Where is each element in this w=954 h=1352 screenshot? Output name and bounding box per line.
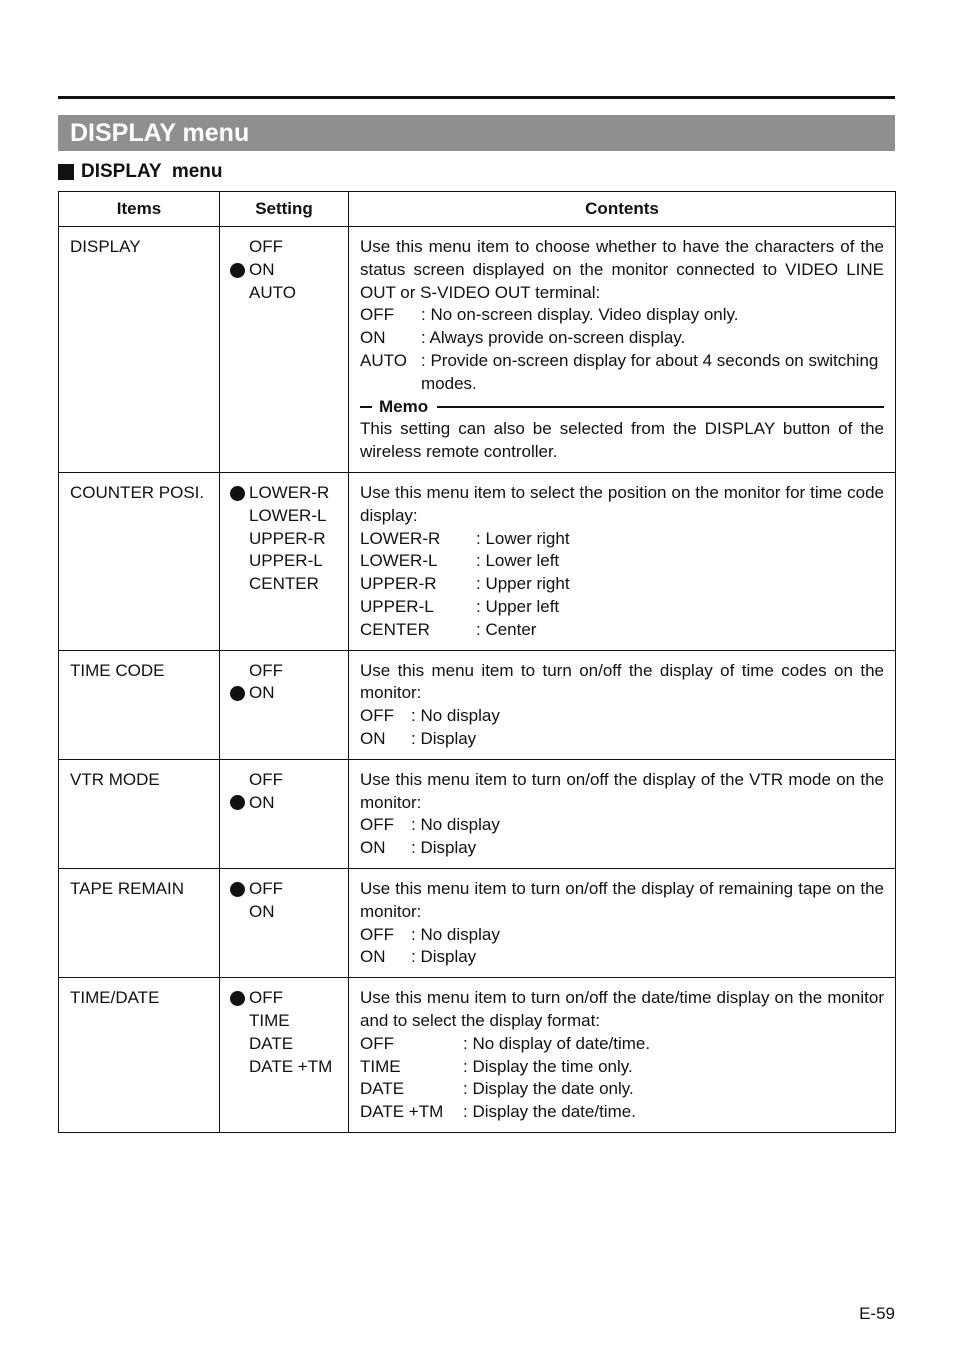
setting-label: ON — [249, 792, 275, 812]
setting-label: ON — [249, 901, 275, 921]
setting-label: DATE — [249, 1033, 294, 1053]
setting-option — [230, 878, 344, 901]
setting-option — [230, 505, 344, 528]
setting-label: ON — [249, 259, 275, 279]
setting-cell — [220, 227, 349, 473]
description-text: Use this menu item to turn on/off the display of the VTR mode on the monitor: — [360, 769, 884, 812]
option-meaning: : Display — [411, 728, 477, 748]
option-meaning: : Provide on-screen display for about 4 seconds on switching modes. — [421, 350, 879, 393]
square-bullet-icon — [58, 164, 74, 180]
option-definition — [360, 1033, 884, 1056]
setting-option — [230, 1056, 344, 1079]
bullet-slot — [230, 882, 249, 897]
table-row — [59, 227, 896, 473]
option-meaning: : Display the time only. — [463, 1056, 633, 1076]
option-key: AUTO — [360, 350, 407, 370]
item-name: TAPE REMAIN — [59, 868, 220, 977]
option-key: UPPER-R — [360, 574, 437, 594]
table-row — [59, 978, 896, 1133]
bullet-slot — [230, 795, 249, 810]
setting-option — [230, 236, 344, 259]
setting-cell — [220, 868, 349, 977]
table-row — [59, 472, 896, 650]
option-key: OFF — [360, 305, 394, 325]
bullet-slot — [230, 263, 249, 278]
section-heading — [58, 160, 223, 184]
setting-label: ON — [249, 683, 275, 703]
contents-cell — [349, 868, 896, 977]
default-bullet-icon — [230, 991, 245, 1006]
option-key: ON — [360, 838, 386, 858]
option-definition — [360, 573, 884, 596]
description-text: Use this menu item to turn on/off the date/time display on the monitor and to select the display format: — [360, 988, 884, 1030]
bullet-slot — [230, 991, 249, 1006]
contents-cell — [349, 227, 896, 473]
option-definition — [360, 304, 884, 327]
option-definition — [360, 596, 884, 619]
default-bullet-icon — [230, 882, 245, 897]
setting-option — [230, 1033, 344, 1056]
header-setting: Setting — [220, 192, 349, 227]
option-key: TIME — [360, 1056, 401, 1076]
table-row — [59, 759, 896, 868]
top-rule — [58, 96, 895, 99]
option-definition — [360, 1101, 884, 1124]
option-key: ON — [360, 728, 386, 748]
setting-option — [230, 660, 344, 683]
bullet-slot — [230, 686, 249, 701]
table-body — [59, 227, 896, 1133]
option-key: OFF — [360, 815, 394, 835]
contents-cell — [349, 650, 896, 759]
setting-cell — [220, 650, 349, 759]
bullet-slot — [230, 486, 249, 501]
option-definition — [360, 728, 884, 751]
option-meaning: : Display the date only. — [463, 1079, 634, 1099]
option-meaning: : No display — [411, 706, 500, 726]
setting-label: OFF — [249, 660, 283, 680]
option-meaning: : Display — [411, 947, 477, 967]
setting-label: UPPER-L — [249, 551, 323, 571]
option-meaning: : No display — [411, 924, 500, 944]
option-key: CENTER — [360, 619, 430, 639]
option-key: OFF — [360, 706, 394, 726]
setting-label: AUTO — [249, 282, 296, 302]
default-bullet-icon — [230, 686, 245, 701]
contents-cell — [349, 759, 896, 868]
contents-cell — [349, 472, 896, 650]
option-meaning: : Display — [411, 838, 477, 858]
option-meaning: : No on-screen display. Video display only. — [421, 305, 739, 325]
header-items: Items — [59, 192, 220, 227]
section-heading-text: DISPLAY menu — [81, 161, 223, 182]
option-definition — [360, 528, 884, 551]
item-name: VTR MODE — [59, 759, 220, 868]
setting-option — [230, 259, 344, 282]
setting-label: TIME — [249, 1010, 290, 1030]
memo-text: This setting can also be selected from the DISPLAY button of the wireless remote controller. — [360, 419, 884, 462]
option-definition — [360, 705, 884, 728]
setting-option — [230, 769, 344, 792]
setting-option — [230, 987, 344, 1010]
memo-label: Memo — [379, 396, 429, 416]
option-key: OFF — [360, 1033, 394, 1053]
option-definition — [360, 814, 884, 837]
description-text: Use this menu item to turn on/off the display of remaining tape on the monitor: — [360, 878, 884, 921]
option-meaning: : Upper right — [476, 574, 570, 594]
option-meaning: : No display of date/time. — [463, 1033, 651, 1053]
item-name: COUNTER POSI. — [59, 472, 220, 650]
option-key: LOWER-R — [360, 528, 441, 548]
contents-cell — [349, 978, 896, 1133]
item-name: TIME CODE — [59, 650, 220, 759]
setting-option — [230, 482, 344, 505]
option-meaning: : Lower left — [476, 551, 560, 571]
page-number: E-59 — [859, 1304, 895, 1323]
setting-label: LOWER-R — [249, 482, 330, 502]
option-definition — [360, 1078, 884, 1101]
option-key: DATE — [360, 1079, 405, 1099]
setting-label: OFF — [249, 237, 283, 256]
option-definition — [360, 1056, 884, 1079]
option-meaning: : Always provide on-screen display. — [421, 328, 686, 348]
option-key: ON — [360, 328, 386, 348]
setting-option — [230, 282, 344, 305]
default-bullet-icon — [230, 795, 245, 810]
item-name: TIME/DATE — [59, 978, 220, 1133]
option-key: UPPER-L — [360, 596, 434, 616]
option-meaning: : No display — [411, 815, 500, 835]
page-title: DISPLAY menu — [58, 115, 895, 151]
option-definition — [360, 837, 884, 860]
setting-label: LOWER-L — [249, 505, 327, 525]
setting-label: OFF — [249, 988, 283, 1008]
option-definition — [360, 350, 884, 396]
option-definition — [360, 924, 884, 947]
header-contents: Contents — [349, 192, 896, 227]
option-definition — [360, 327, 884, 350]
option-definition — [360, 946, 884, 969]
setting-option — [230, 528, 344, 551]
setting-option — [230, 573, 344, 596]
setting-cell — [220, 759, 349, 868]
description-text: Use this menu item to choose whether to have the characters of the status screen displayed on the monitor connected to VIDEO LINE OUT or S-VIDEO OUT terminal: — [360, 237, 884, 302]
setting-label: OFF — [249, 769, 283, 789]
table-row — [59, 650, 896, 759]
setting-label: OFF — [249, 878, 283, 898]
option-key: DATE +TM — [360, 1102, 444, 1122]
option-meaning: : Center — [476, 619, 537, 639]
option-definition — [360, 619, 884, 642]
item-name: DISPLAY — [59, 227, 220, 473]
memo-dash — [360, 406, 372, 408]
setting-label: UPPER-R — [249, 528, 326, 548]
setting-label: CENTER — [249, 574, 319, 594]
display-menu-table — [58, 191, 896, 1133]
memo-header — [360, 396, 884, 419]
option-meaning: : Lower right — [476, 528, 570, 548]
option-key: OFF — [360, 924, 394, 944]
option-definition — [360, 550, 884, 573]
setting-option — [230, 1010, 344, 1033]
default-bullet-icon — [230, 263, 245, 278]
setting-cell — [220, 978, 349, 1133]
setting-option — [230, 901, 344, 924]
memo-rule — [437, 406, 884, 408]
setting-option — [230, 550, 344, 573]
option-meaning: : Display the date/time. — [463, 1102, 636, 1122]
table-row — [59, 868, 896, 977]
setting-option — [230, 682, 344, 705]
option-key: LOWER-L — [360, 551, 438, 571]
default-bullet-icon — [230, 486, 245, 501]
setting-cell — [220, 472, 349, 650]
option-key: ON — [360, 947, 386, 967]
table-header-row — [59, 192, 896, 227]
setting-label: DATE +TM — [249, 1056, 333, 1076]
setting-option — [230, 792, 344, 815]
description-text: Use this menu item to select the position on the monitor for time code display: — [360, 482, 884, 525]
description-text: Use this menu item to turn on/off the display of time codes on the monitor: — [360, 660, 884, 703]
option-meaning: : Upper left — [476, 596, 560, 616]
